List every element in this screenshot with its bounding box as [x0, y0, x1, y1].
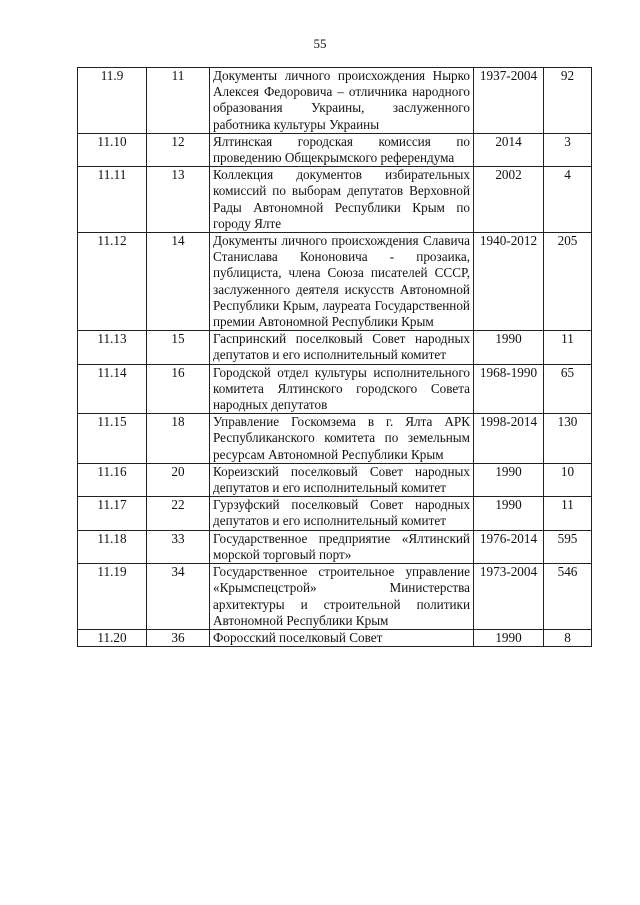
cell-item-number: 11.19: [78, 564, 147, 630]
archive-fund-table: [77, 67, 592, 647]
table-row: [78, 331, 592, 364]
cell-item-number: 11.15: [78, 414, 147, 464]
cell-fund-number: 16: [147, 364, 210, 414]
table-row: [78, 133, 592, 166]
cell-fund-name: Государственное строительное управление «Крымспецстрой» Министерства архитектуры и строительной политики Автономной Республики Крым: [210, 564, 474, 630]
cell-fund-name: Коллекция документов избирательных комиссий по выборам депутатов Верховной Рады Автономной Республики Крым по городу Ялте: [210, 167, 474, 233]
cell-item-number: 11.11: [78, 167, 147, 233]
cell-file-count: 65: [544, 364, 592, 414]
cell-date-range: 1998-2014: [474, 414, 544, 464]
cell-date-range: 1973-2004: [474, 564, 544, 630]
table-row: [78, 167, 592, 233]
cell-fund-name: Управление Госкомзема в г. Ялта АРК Республиканского комитета по земельным ресурсам Автономной Республики Крым: [210, 414, 474, 464]
page-number: 55: [313, 36, 327, 51]
table-row: [78, 233, 592, 331]
cell-fund-number: 33: [147, 530, 210, 563]
table-row: [78, 564, 592, 630]
cell-file-count: 11: [544, 497, 592, 530]
cell-item-number: 11.14: [78, 364, 147, 414]
cell-date-range: 1976-2014: [474, 530, 544, 563]
cell-fund-name: Кореизский поселковый Совет народных депутатов и его исполнительный комитет: [210, 463, 474, 496]
table-row: [78, 497, 592, 530]
cell-fund-name: Ялтинская городская комиссия по проведению Общекрымского референдума: [210, 133, 474, 166]
cell-item-number: 11.13: [78, 331, 147, 364]
cell-file-count: 595: [544, 530, 592, 563]
cell-date-range: 1937-2004: [474, 68, 544, 134]
cell-fund-name: Документы личного происхождения Нырко Алексея Федоровича – отличника народного образования Украины, заслуженного работника культуры Украины: [210, 68, 474, 134]
cell-date-range: 1990: [474, 629, 544, 646]
cell-date-range: 1940-2012: [474, 233, 544, 331]
cell-fund-number: 11: [147, 68, 210, 134]
cell-item-number: 11.20: [78, 629, 147, 646]
cell-file-count: 92: [544, 68, 592, 134]
cell-fund-number: 20: [147, 463, 210, 496]
table-row: [78, 629, 592, 646]
cell-file-count: 4: [544, 167, 592, 233]
cell-file-count: 205: [544, 233, 592, 331]
cell-date-range: 1968-1990: [474, 364, 544, 414]
cell-fund-number: 22: [147, 497, 210, 530]
cell-date-range: 1990: [474, 497, 544, 530]
cell-fund-number: 15: [147, 331, 210, 364]
cell-file-count: 3: [544, 133, 592, 166]
cell-item-number: 11.9: [78, 68, 147, 134]
cell-file-count: 130: [544, 414, 592, 464]
cell-item-number: 11.17: [78, 497, 147, 530]
cell-item-number: 11.12: [78, 233, 147, 331]
table-row: [78, 364, 592, 414]
cell-fund-name: Городской отдел культуры исполнительного комитета Ялтинского городского Совета народных депутатов: [210, 364, 474, 414]
cell-fund-number: 34: [147, 564, 210, 630]
table-row: [78, 414, 592, 464]
cell-fund-name: Документы личного происхождения Славича Станислава Кононовича - прозаика, публициста, члена Союза писателей СССР, заслуженного деятеля искусств Автономной Республики Крым, лауреата Государственной премии Автономной Республики Крым: [210, 233, 474, 331]
cell-fund-number: 18: [147, 414, 210, 464]
cell-fund-name: Гаспринский поселковый Совет народных депутатов и его исполнительный комитет: [210, 331, 474, 364]
cell-file-count: 8: [544, 629, 592, 646]
cell-item-number: 11.18: [78, 530, 147, 563]
cell-fund-number: 13: [147, 167, 210, 233]
cell-fund-name: Форосский поселковый Совет: [210, 629, 474, 646]
cell-file-count: 11: [544, 331, 592, 364]
cell-item-number: 11.10: [78, 133, 147, 166]
cell-item-number: 11.16: [78, 463, 147, 496]
cell-date-range: 2014: [474, 133, 544, 166]
cell-date-range: 1990: [474, 331, 544, 364]
cell-fund-number: 36: [147, 629, 210, 646]
cell-date-range: 2002: [474, 167, 544, 233]
cell-date-range: 1990: [474, 463, 544, 496]
cell-file-count: 546: [544, 564, 592, 630]
table-row: [78, 68, 592, 134]
cell-fund-number: 14: [147, 233, 210, 331]
cell-fund-number: 12: [147, 133, 210, 166]
cell-file-count: 10: [544, 463, 592, 496]
table-row: [78, 530, 592, 563]
cell-fund-name: Государственное предприятие «Ялтинский морской торговый порт»: [210, 530, 474, 563]
table-row: [78, 463, 592, 496]
cell-fund-name: Гурзуфский поселковый Совет народных депутатов и его исполнительный комитет: [210, 497, 474, 530]
